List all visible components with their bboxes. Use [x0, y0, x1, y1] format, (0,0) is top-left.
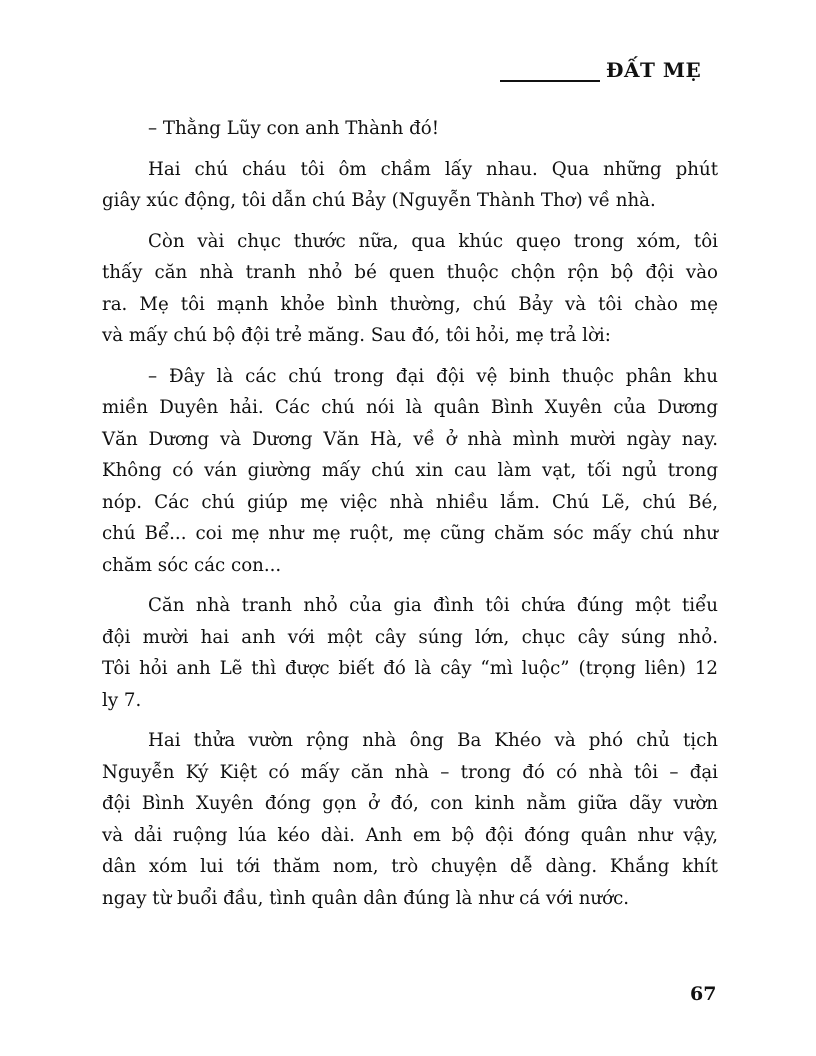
- text-line: Nguyễn Ký Kiệt có mấy căn nhà – trong đó có nhà tôi – đại: [102, 761, 718, 783]
- paragraph: [102, 226, 718, 352]
- text-line: ra. Mẹ tôi mạnh khỏe bình thường, chú Bảy và tôi chào mẹ: [102, 293, 718, 315]
- page-number: 67: [690, 983, 717, 1005]
- text-line: Tôi hỏi anh Lẽ thì được biết đó là cây “mì luộc” (trọng liên) 12: [102, 658, 718, 679]
- text-line: Văn Dương và Dương Văn Hà, về ở nhà mình mười ngày nay.: [102, 428, 718, 450]
- text-line: Hai chú cháu tôi ôm chầm lấy nhau. Qua những phút: [148, 158, 718, 180]
- text-line: Không có ván giường mấy chú xin cau làm vạt, tối ngủ trong: [102, 460, 718, 481]
- paragraph: [102, 590, 718, 716]
- text-line: chăm sóc các con...: [102, 554, 282, 576]
- running-header: [498, 56, 718, 86]
- text-line: và mấy chú bộ đội trẻ măng. Sau đó, tôi hỏi, mẹ trả lời:: [102, 325, 611, 346]
- text-line: chú Bể... coi mẹ như mẹ ruột, mẹ cũng chăm sóc mấy chú như: [102, 523, 718, 544]
- text-line: đội Bình Xuyên đóng gọn ở đó, con kinh nằm giữa dãy vườn: [102, 793, 718, 814]
- header-rule: [500, 80, 600, 82]
- paragraph: [102, 725, 718, 914]
- text-line: đội mười hai anh với một cây súng lớn, chục cây súng nhỏ.: [102, 626, 718, 648]
- paragraph: [102, 154, 718, 217]
- text-line: và dải ruộng lúa kéo dài. Anh em bộ đội đóng quân như vậy,: [102, 824, 718, 846]
- text-line: nóp. Các chú giúp mẹ việc nhà nhiều lắm. Chú Lẽ, chú Bé,: [102, 491, 718, 513]
- text-line: ly 7.: [102, 689, 142, 711]
- chapter-title: ĐẤT MẸ: [606, 58, 702, 82]
- text-line: – Đây là các chú trong đại đội vệ binh thuộc phân khu: [148, 365, 718, 387]
- text-line: Hai thửa vườn rộng nhà ông Ba Khéo và phó chủ tịch: [148, 730, 718, 751]
- text-line: thấy căn nhà tranh nhỏ bé quen thuộc chộn rộn bộ đội vào: [102, 262, 718, 283]
- text-line: – Thằng Lũy con anh Thành đó!: [148, 118, 440, 139]
- text-line: Căn nhà tranh nhỏ của gia đình tôi chứa đúng một tiểu: [148, 595, 718, 616]
- body-text: [102, 113, 718, 914]
- paragraph: [102, 113, 718, 145]
- text-line: ngay từ buổi đầu, tình quân dân đúng là như cá với nước.: [102, 887, 630, 909]
- paragraph: [102, 361, 718, 582]
- text-line: dân xóm lui tới thăm nom, trò chuyện dễ dàng. Khắng khít: [102, 856, 718, 877]
- text-line: miền Duyên hải. Các chú nói là quân Bình Xuyên của Dương: [102, 397, 718, 418]
- text-line: Còn vài chục thước nữa, qua khúc quẹo trong xóm, tôi: [148, 230, 718, 252]
- text-line: giây xúc động, tôi dẫn chú Bảy (Nguyễn Thành Thơ) về nhà.: [102, 190, 656, 211]
